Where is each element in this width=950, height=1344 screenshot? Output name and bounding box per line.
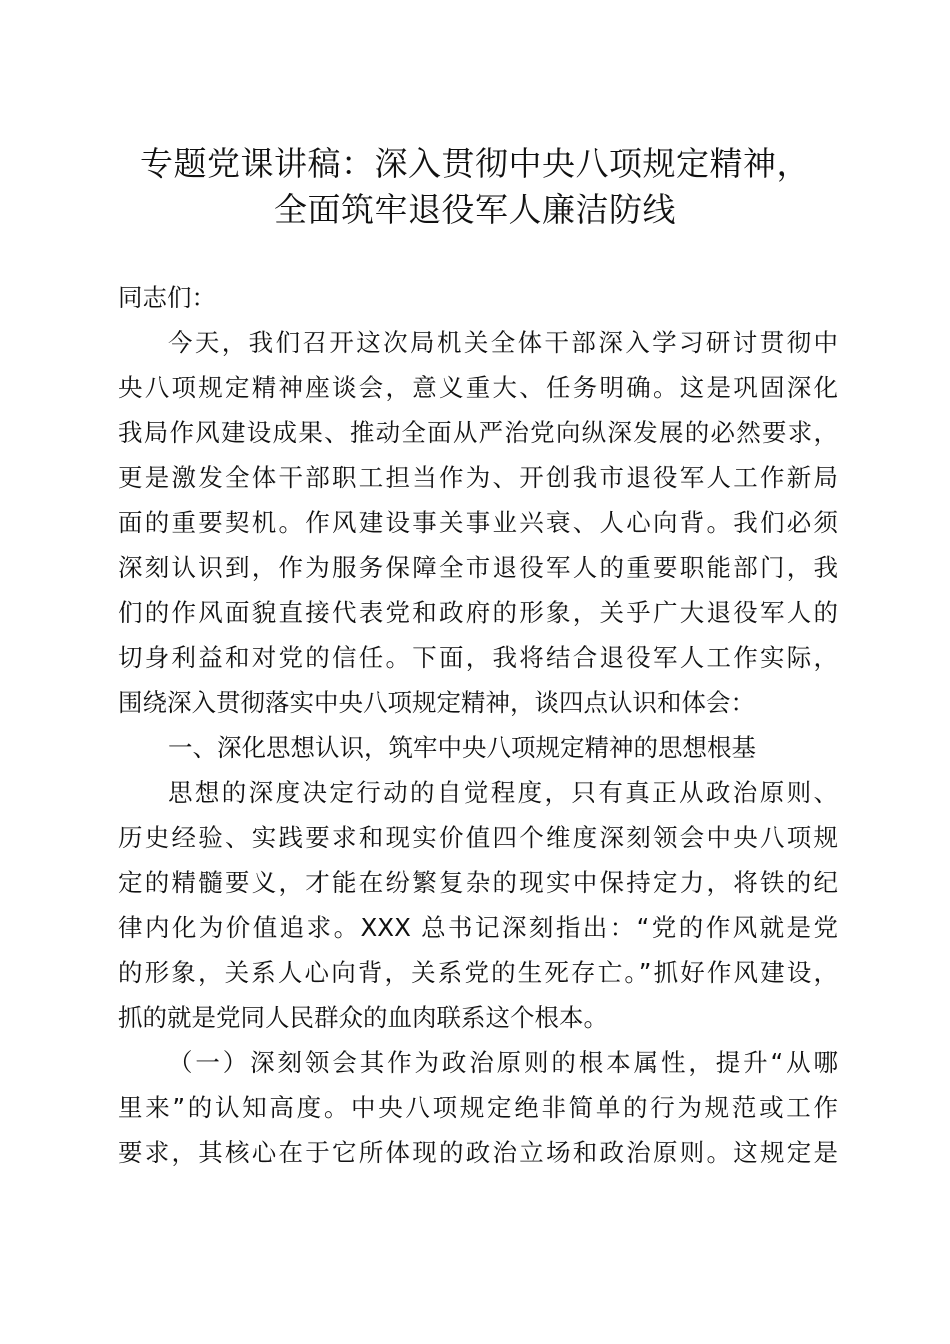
body-line: 律内化为价值追求。XXX 总书记深刻指出：“党的作风就是党 [118,913,838,942]
document-title-line-2: 全面筑牢退役军人廉洁防线 [274,190,676,229]
section-heading: 一、深化思想认识，筑牢中央八项规定精神的思想根基 [168,733,756,762]
body-line: 我局作风建设成果、推动全面从严治党向纵深发展的必然要求， [118,418,838,447]
body-line: 历史经验、实践要求和现实价值四个维度深刻领会中央八项规 [118,823,838,852]
subsection-line: （一）深刻领会其作为政治原则的根本属性，提升“从哪 [168,1048,838,1077]
body-line: 更是激发全体干部职工担当作为、开创我市退役军人工作新局 [118,463,838,492]
body-line: 里来”的认知高度。中央八项规定绝非简单的行为规范或工作 [118,1093,838,1122]
body-line: 们的作风面貌直接代表党和政府的形象，关乎广大退役军人的 [118,598,838,627]
document-title-line-1: 专题党课讲稿：深入贯彻中央八项规定精神， [140,144,810,183]
body-line: 定的精髓要义，才能在纷繁复杂的现实中保持定力，将铁的纪 [118,868,838,897]
salutation: 同志们： [118,283,216,312]
body-line: 思想的深度决定行动的自觉程度，只有真正从政治原则、 [168,778,838,807]
body-line: 今天，我们召开这次局机关全体干部深入学习研讨贯彻中 [168,328,838,357]
body-line: 深刻认识到，作为服务保障全市退役军人的重要职能部门，我 [118,553,838,582]
body-line: 围绕深入贯彻落实中央八项规定精神，谈四点认识和体会： [118,688,755,717]
body-line: 要求，其核心在于它所体现的政治立场和政治原则。这规定是 [118,1138,838,1167]
body-line: 抓的就是党同人民群众的血肉联系这个根本。 [118,1003,608,1032]
body-line: 切身利益和对党的信任。下面，我将结合退役军人工作实际， [118,643,838,672]
body-line: 的形象，关系人心向背，关系党的生死存亡。”抓好作风建设， [118,958,838,987]
body-line: 面的重要契机。作风建设事关事业兴衰、人心向背。我们必须 [118,508,838,537]
body-line: 央八项规定精神座谈会，意义重大、任务明确。这是巩固深化 [118,373,838,402]
